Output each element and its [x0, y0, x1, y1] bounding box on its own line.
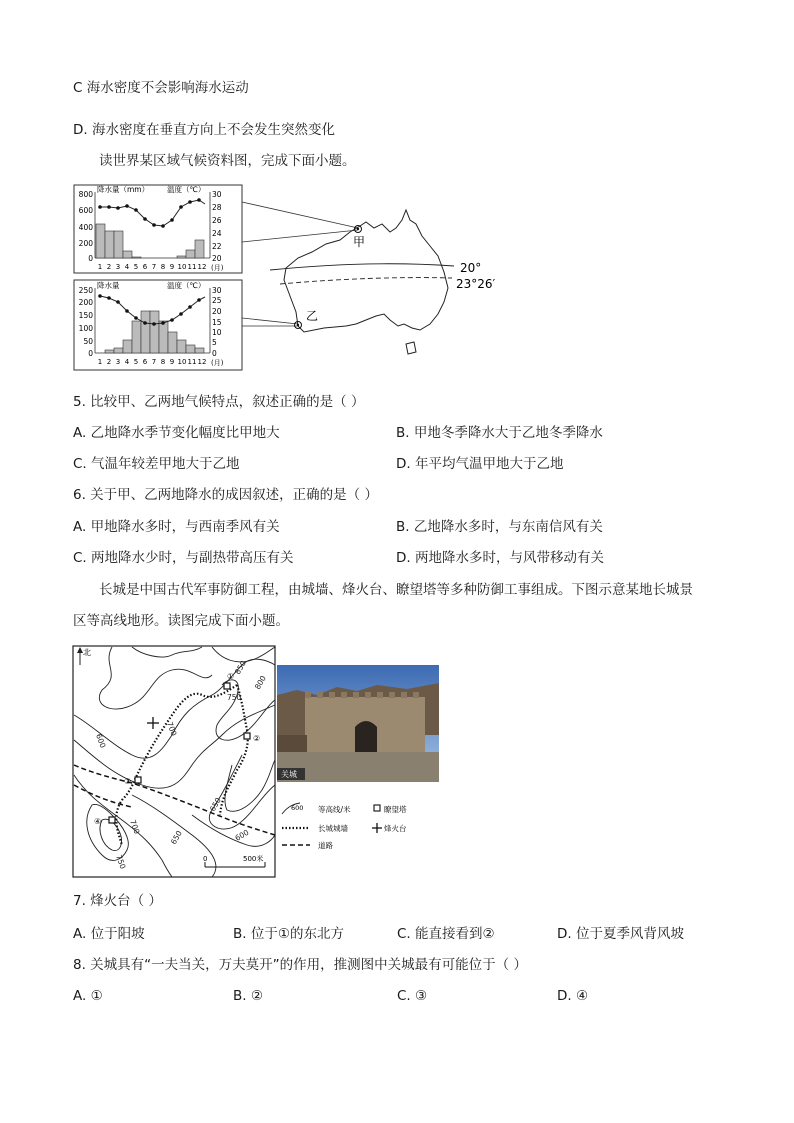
svg-text:10: 10	[212, 328, 222, 337]
q7-option-a[interactable]: A. 位于阳坡	[73, 926, 145, 942]
svg-text:22: 22	[212, 242, 222, 251]
q7-option-b[interactable]: B. 位于①的东北方	[233, 926, 344, 942]
svg-text:④: ④	[94, 817, 102, 826]
svg-text:关城: 关城	[281, 770, 297, 779]
svg-text:200: 200	[78, 298, 93, 307]
svg-text:24: 24	[212, 229, 222, 238]
svg-text:600: 600	[233, 827, 251, 843]
svg-text:6: 6	[142, 358, 148, 366]
svg-text:乙: 乙	[306, 309, 319, 323]
q8-option-b[interactable]: B. ②	[233, 988, 263, 1004]
svg-text:8: 8	[160, 358, 166, 366]
svg-text:长城城墙: 长城城墙	[318, 824, 348, 833]
climate-figure	[70, 180, 520, 375]
q5-option-c[interactable]: C. 气温年较差甲地大于乙地	[73, 456, 240, 472]
svg-text:30: 30	[212, 286, 222, 295]
svg-text:②: ②	[253, 734, 261, 743]
svg-text:25: 25	[212, 296, 222, 305]
q7-option-d[interactable]: D. 位于夏季风背风坡	[557, 926, 684, 942]
q8-stem: 8. 关城具有“一夫当关，万夫莫开”的作用，推测图中关城最有可能位于（ ）	[73, 957, 527, 973]
svg-text:400: 400	[78, 223, 93, 232]
svg-text:150: 150	[78, 311, 93, 320]
svg-text:北: 北	[83, 648, 91, 657]
svg-text:30: 30	[212, 190, 222, 199]
svg-text:5: 5	[212, 338, 217, 347]
svg-text:2: 2	[106, 263, 112, 271]
svg-text:50: 50	[83, 337, 93, 346]
svg-text:0: 0	[88, 349, 93, 358]
q5-option-b[interactable]: B. 甲地冬季降水大于乙地冬季降水	[396, 425, 603, 441]
svg-text:250: 250	[78, 286, 93, 295]
svg-text:7: 7	[151, 263, 157, 271]
svg-text:8: 8	[160, 263, 166, 271]
svg-text:11: 11	[187, 263, 197, 271]
q6-option-b[interactable]: B. 乙地降水多时，与东南信风有关	[396, 519, 603, 535]
svg-text:(月): (月)	[211, 359, 224, 367]
svg-text:烽火台: 烽火台	[384, 824, 407, 833]
svg-text:28: 28	[212, 203, 222, 212]
svg-text:6: 6	[142, 263, 148, 271]
svg-text:4: 4	[124, 263, 130, 271]
svg-text:650: 650	[207, 796, 223, 813]
option-c-prev: C 海水密度不会影响海水运动	[73, 80, 249, 96]
q6-option-d[interactable]: D. 两地降水多时，与风带移动有关	[396, 550, 604, 566]
svg-text:26: 26	[212, 216, 222, 225]
q6-option-a[interactable]: A. 甲地降水多时，与西南季风有关	[73, 519, 280, 535]
svg-text:温度（℃）: 温度（℃）	[167, 185, 206, 194]
svg-text:11: 11	[187, 358, 197, 366]
contour-map	[72, 645, 277, 878]
svg-text:200: 200	[78, 239, 93, 248]
svg-text:500米: 500米	[243, 855, 264, 863]
svg-text:650: 650	[168, 829, 184, 846]
svg-text:降水量: 降水量	[97, 281, 120, 290]
svg-text:甲: 甲	[353, 235, 366, 249]
q7-stem: 7. 烽火台（ ）	[73, 893, 162, 909]
svg-text:10: 10	[177, 358, 187, 366]
svg-text:2: 2	[106, 358, 112, 366]
svg-text:0: 0	[203, 855, 208, 863]
svg-text:7: 7	[151, 358, 157, 366]
svg-text:5: 5	[133, 263, 139, 271]
q6-stem: 6. 关于甲、乙两地降水的成因叙述，正确的是（ ）	[73, 487, 378, 503]
svg-text:800: 800	[78, 190, 93, 199]
svg-text:600: 600	[94, 732, 108, 750]
svg-text:12: 12	[197, 358, 207, 366]
svg-text:10: 10	[177, 263, 187, 271]
svg-text:20: 20	[212, 307, 222, 316]
q5-stem: 5. 比较甲、乙两地气候特点，叙述正确的是（ ）	[73, 394, 365, 410]
svg-text:20°: 20°	[460, 261, 482, 275]
svg-text:1: 1	[97, 263, 103, 271]
svg-text:9: 9	[169, 263, 175, 271]
q5-option-d[interactable]: D. 年平均气温甲地大于乙地	[396, 456, 564, 472]
svg-text:9: 9	[169, 358, 175, 366]
intro-greatwall-2: 区等高线地形。读图完成下面小题。	[73, 613, 289, 629]
svg-text:0: 0	[212, 349, 217, 358]
svg-text:4: 4	[124, 358, 130, 366]
intro-greatwall-1: 长城是中国古代军事防御工程，由城墙、烽火台、瞭望塔等多种防御工事组成。下图示意某地长城景	[99, 582, 693, 598]
pass-photo	[277, 665, 439, 782]
svg-text:③: ③	[124, 777, 132, 786]
svg-text:20: 20	[212, 254, 222, 263]
svg-text:700: 700	[128, 818, 142, 836]
q7-option-c[interactable]: C. 能直接看到②	[397, 926, 495, 942]
option-d-prev: D. 海水密度在垂直方向上不会发生突然变化	[73, 122, 335, 138]
q8-option-c[interactable]: C. ③	[397, 988, 428, 1004]
svg-text:15: 15	[212, 318, 222, 327]
svg-text:100: 100	[78, 324, 93, 333]
map-legend	[280, 800, 430, 852]
svg-text:12: 12	[197, 263, 207, 271]
svg-text:(月): (月)	[211, 264, 224, 272]
svg-text:3: 3	[115, 358, 121, 366]
svg-text:600: 600	[78, 206, 93, 215]
svg-text:750: 750	[114, 853, 128, 871]
q5-option-a[interactable]: A. 乙地降水季节变化幅度比甲地大	[73, 425, 280, 441]
q8-option-a[interactable]: A. ①	[73, 988, 103, 1004]
q8-option-d[interactable]: D. ④	[557, 988, 589, 1004]
svg-text:道路: 道路	[318, 841, 333, 850]
svg-text:温度（℃）: 温度（℃）	[167, 281, 206, 290]
svg-text:0: 0	[88, 254, 93, 263]
svg-text:①: ①	[227, 672, 235, 681]
svg-text:降水量（mm）: 降水量（mm）	[97, 185, 150, 194]
svg-text:23°26′: 23°26′	[456, 277, 496, 291]
svg-text:等高线/米: 等高线/米	[318, 805, 351, 814]
svg-text:1: 1	[97, 358, 103, 366]
svg-text:850: 850	[232, 659, 248, 676]
q6-option-c[interactable]: C. 两地降水少时，与副热带高压有关	[73, 550, 294, 566]
svg-text:600: 600	[291, 804, 304, 812]
svg-text:5: 5	[133, 358, 139, 366]
intro-climate: 读世界某区域气候资料图，完成下面小题。	[99, 153, 356, 169]
svg-text:瞭望塔: 瞭望塔	[384, 805, 407, 814]
svg-text:3: 3	[115, 263, 121, 271]
svg-text:700: 700	[165, 720, 179, 738]
svg-text:800: 800	[252, 674, 268, 691]
svg-text:750: 750	[227, 693, 242, 702]
